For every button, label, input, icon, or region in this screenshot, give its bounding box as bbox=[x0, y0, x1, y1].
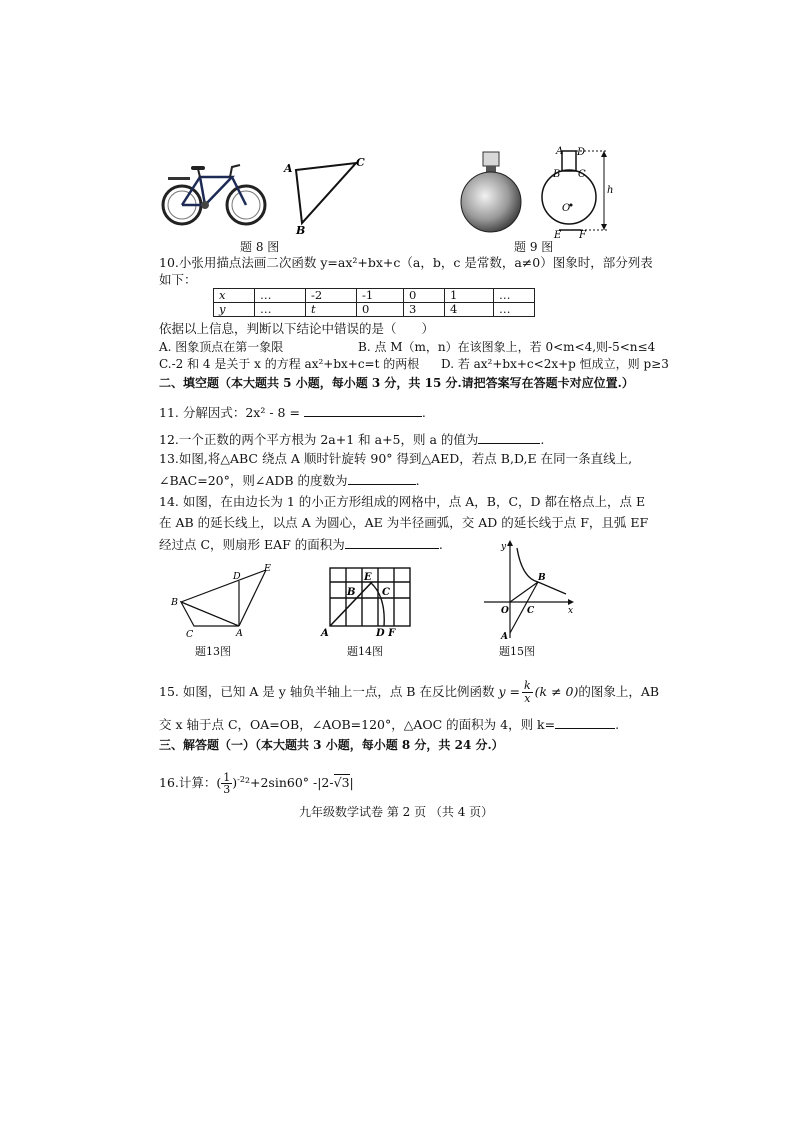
bicycle-image bbox=[160, 155, 270, 230]
fig15-label-b: B bbox=[538, 573, 546, 583]
q16-frac-den: 3 bbox=[223, 783, 231, 797]
q14-line1: 14. 如图，在由边长为 1 的小正方形组成的网格中，点 A，B，C，D 都在格点上，点 E bbox=[159, 494, 646, 509]
q14-text: 经过点 C，则扇形 EAF 的面积为 bbox=[159, 537, 345, 552]
q10-intro-line1: 10.小张用描点法画二次函数 y=ax²+bx+c（a，b，c 是常数，a≠0）图象时，部分列表 bbox=[159, 255, 653, 270]
q16-rest: ²+2sin60° -|2- bbox=[244, 775, 334, 791]
diagram-label-b: B bbox=[553, 169, 561, 180]
table-cell: … bbox=[255, 289, 306, 303]
q12-end: . bbox=[540, 432, 545, 447]
q13-text: ∠BAC=20°，则∠ADB 的度数为 bbox=[159, 473, 348, 488]
fig14-grid-diagram bbox=[316, 562, 416, 642]
diagram-label-o: O bbox=[562, 203, 571, 214]
table-cell: 0 bbox=[357, 303, 404, 317]
q16-sqrt-value: 3 bbox=[341, 775, 350, 791]
fig15-label-a: A bbox=[501, 632, 508, 642]
fig14-label-b: B bbox=[347, 587, 356, 598]
diagram-label-d: D bbox=[577, 147, 586, 158]
q16-sqrt: √3 bbox=[333, 775, 350, 791]
table-cell: t bbox=[306, 303, 357, 317]
fig15-graph bbox=[480, 538, 580, 643]
fig14-label-c: C bbox=[382, 587, 390, 598]
fig14-label-a: A bbox=[321, 628, 329, 639]
section2-title: 二、填空题（本大题共 5 小题，每小题 3 分，共 15 分.请把答案写在答题卡对应位置.） bbox=[159, 376, 634, 390]
q12-answer-blank[interactable] bbox=[478, 431, 540, 444]
q15-frac-den: x bbox=[524, 692, 531, 705]
q11 bbox=[159, 404, 426, 421]
fig14-label-df: D F bbox=[376, 628, 396, 639]
table-cell: 1 bbox=[445, 289, 494, 303]
q10-option-c: C.-2 和 4 是关于 x 的方程 ax²+bx+c=t 的两根 bbox=[159, 357, 420, 371]
table-cell: -2 bbox=[306, 289, 357, 303]
fig13-caption: 题13图 bbox=[195, 645, 231, 658]
table-cell: -1 bbox=[357, 289, 404, 303]
q16 bbox=[159, 770, 354, 795]
triangle-label-a: A bbox=[284, 162, 293, 175]
fig15-caption: 题15图 bbox=[499, 645, 535, 658]
table-cell: y bbox=[214, 303, 255, 317]
section3-title: 三、解答题（一）（本大题共 3 小题，每小题 8 分，共 24 分.） bbox=[159, 738, 504, 752]
fig13-diagram bbox=[168, 562, 278, 642]
q16-fraction bbox=[221, 772, 232, 795]
table-cell: … bbox=[255, 303, 306, 317]
table-row bbox=[214, 303, 535, 317]
q11-text: 11. 分解因式：2x² - 8 = bbox=[159, 405, 300, 420]
q10-option-d: D. 若 ax²+bx+c<2x+p 恒成立，则 p≥3 bbox=[441, 357, 669, 371]
q15-func-prefix: y = bbox=[498, 684, 520, 699]
q10-question: 依据以上信息，判断以下结论中错误的是（ ） bbox=[159, 321, 435, 336]
q16-close-paren: ) bbox=[232, 775, 238, 791]
q16-open-paren: ( bbox=[216, 775, 222, 791]
q15-function bbox=[498, 679, 579, 705]
q11-end: . bbox=[421, 405, 426, 420]
q15-fraction bbox=[522, 680, 533, 705]
q15-line2 bbox=[159, 716, 619, 733]
page-footer: 九年级数学试卷 第 2 页 （共 4 页） bbox=[299, 805, 494, 819]
q15-text: 交 x 轴于点 C，OA=OB，∠AOB=120°，△AOC 的面积为 4，则 k= bbox=[159, 717, 556, 732]
q12 bbox=[159, 431, 544, 448]
fig15-label-c: C bbox=[527, 606, 535, 616]
q16-exponent: -2 bbox=[237, 775, 245, 784]
diagram-label-f: F bbox=[579, 230, 586, 238]
diagram-label-c: C bbox=[578, 169, 586, 180]
table-cell: 3 bbox=[404, 303, 445, 317]
q10-option-a: A. 图象顶点在第一象限 bbox=[159, 340, 284, 354]
triangle-figure bbox=[282, 155, 367, 235]
q15-part1: 15. 如图，已知 A 是 y 轴负半轴上一点，点 B 在反比例函数 bbox=[159, 684, 495, 699]
q15-frac-num: k bbox=[523, 679, 531, 692]
q13-answer-blank[interactable] bbox=[348, 472, 416, 485]
fig14-label-e: E bbox=[364, 572, 372, 583]
diagram-label-h: h bbox=[607, 185, 614, 196]
q15-part2: 的图象上，AB bbox=[578, 684, 660, 699]
q10-option-b: B. 点 M（m，n）在该图象上，若 0<m<4,则-5<n≤4 bbox=[358, 340, 656, 354]
fig13-label-c: C bbox=[186, 629, 194, 640]
q14-line2: 在 AB 的延长线上，以点 A 为圆心，AE 为半径画弧，交 AD 的延长线于点 F，且弧 EF bbox=[159, 515, 649, 530]
fig13-label-e: E bbox=[264, 563, 271, 574]
q15-condition: (k ≠ 0) bbox=[534, 684, 579, 699]
q15-line1 bbox=[159, 680, 659, 705]
diagram-label-a: A bbox=[556, 146, 564, 157]
fig14-caption: 题14图 bbox=[347, 645, 383, 658]
table-row bbox=[214, 289, 535, 303]
q10-value-table bbox=[213, 288, 535, 317]
fig8-caption: 题 8 图 bbox=[240, 240, 280, 254]
table-cell: … bbox=[494, 303, 535, 317]
fig9-caption: 题 9 图 bbox=[514, 240, 554, 254]
triangle-label-c: C bbox=[356, 156, 365, 169]
q15-end: . bbox=[615, 717, 620, 732]
q14-line3 bbox=[159, 536, 443, 553]
q10-intro-line2: 如下： bbox=[159, 272, 197, 287]
perfume-bottle-image bbox=[456, 148, 526, 233]
q11-answer-blank[interactable] bbox=[304, 404, 422, 417]
fig15-label-y: y bbox=[501, 542, 507, 552]
diagram-label-e: E bbox=[554, 230, 562, 238]
fig15-label-o: O bbox=[501, 606, 509, 616]
table-cell: x bbox=[214, 289, 255, 303]
q13-end: . bbox=[415, 473, 420, 488]
fig13-label-a: A bbox=[236, 628, 243, 639]
q12-text: 12.一个正数的两个平方根为 2a+1 和 a+5，则 a 的值为 bbox=[159, 432, 479, 447]
fig13-label-b: B bbox=[171, 597, 178, 608]
table-cell: 4 bbox=[445, 303, 494, 317]
q16-close: | bbox=[349, 775, 354, 791]
q13-line1: 13.如图,将△ABC 绕点 A 顺时针旋转 90° 得到△AED，若点 B,D,E 在同一条直线上, bbox=[159, 451, 633, 466]
q14-answer-blank[interactable] bbox=[345, 536, 439, 549]
q14-end: . bbox=[438, 537, 443, 552]
fig15-label-x: x bbox=[568, 606, 574, 616]
q13-line2 bbox=[159, 472, 420, 489]
table-cell: 0 bbox=[404, 289, 445, 303]
q16-prefix: 16.计算： bbox=[159, 775, 217, 791]
table-cell: … bbox=[494, 289, 535, 303]
q15-answer-blank[interactable] bbox=[555, 716, 615, 729]
bottle-diagram bbox=[540, 143, 625, 238]
triangle-label-b: B bbox=[296, 224, 306, 235]
q16-frac-num: 1 bbox=[223, 771, 231, 785]
fig13-label-d: D bbox=[233, 571, 241, 582]
